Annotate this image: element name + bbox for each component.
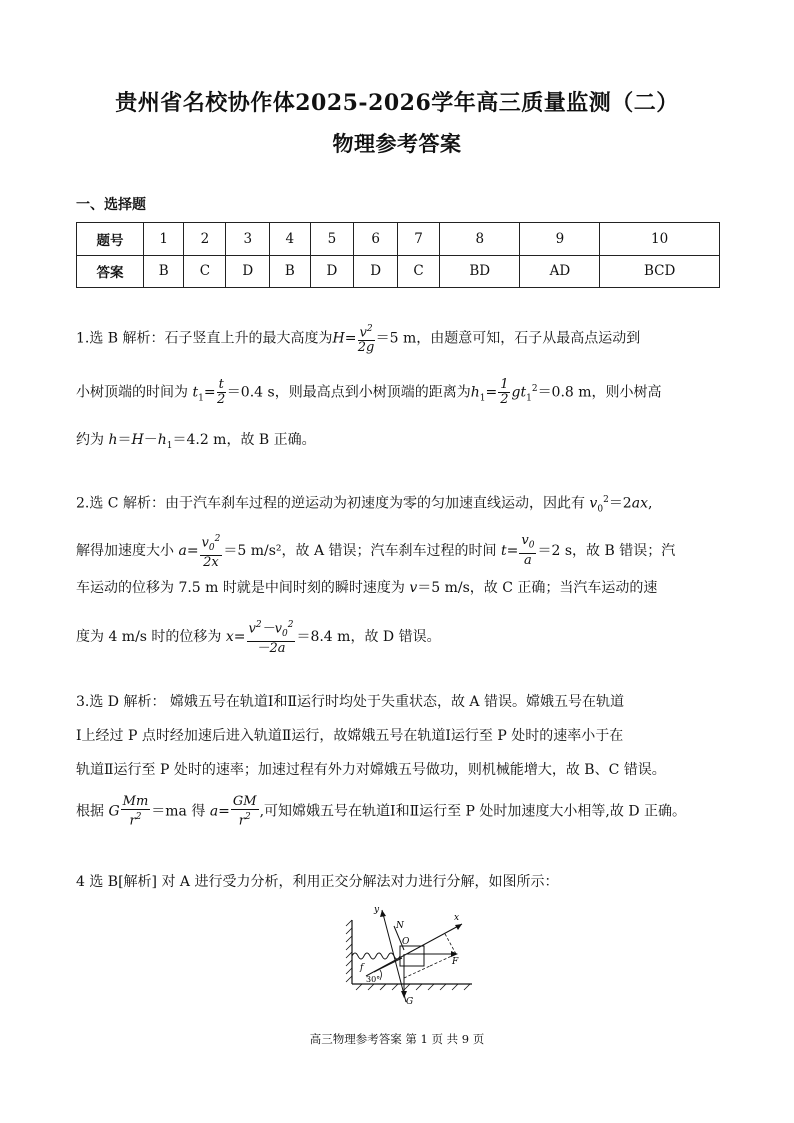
floor-hatching xyxy=(356,984,470,990)
q1-line-2: 小树顶端的时间为 $t_1=$ $\frac{t}{2}$ ＝0.4 s，则最高点到小树顶端的距离为$h_1=$ $\frac{1}{2}$ $gt_1^2=0.8$ m，则小树高 xyxy=(76,377,662,407)
q3-text: Ⅰ上经过 P 点时经加速后进入轨道Ⅱ运行，故嫦娥五号在轨道Ⅰ运行至 P 处时的速率小于在 xyxy=(76,728,624,744)
q3-text: ＝ma 得 xyxy=(151,803,206,820)
q1-text: ＝4.2 m，故 B 正确。 xyxy=(172,432,316,448)
q1-text: ＝0.8 m，则小树高 xyxy=(537,384,662,401)
q2-line-1: 2.选 C 解析：由于汽车刹车过程的逆运动为初速度为零的匀加速直线运动，因此有 $v_0^2=2ax$, xyxy=(76,495,653,515)
label-angle: 30° xyxy=(366,975,381,984)
table-row-label: 题号 xyxy=(77,223,144,256)
q3-line-1 xyxy=(76,692,721,712)
question-number: 4 xyxy=(270,223,310,256)
answer-cell: BD xyxy=(440,255,520,288)
q3-line-4: 根据 G $\frac{Mm}{r^2}$ ＝ma 得 a= $\frac{GM}{r^2}$ ,可知嫦娥五号在轨道Ⅰ和Ⅱ运行至 P 处时加速度大小相等,故 D 正确。 xyxy=(76,794,686,829)
formula: $\frac{v_0}{a}$ xyxy=(521,533,535,568)
q2-text: ＝5 m/s，故 C 正确；当汽车运动的速 xyxy=(417,580,658,596)
question-number: 9 xyxy=(520,223,600,256)
question-number: 1 xyxy=(144,223,184,256)
q3-line-2 xyxy=(76,726,721,746)
table-row-label: 答案 xyxy=(77,255,144,288)
question-number: 7 xyxy=(398,223,440,256)
answer-cell: BCD xyxy=(600,255,720,288)
q1-text: ＝5 m，由题意可知，石子从最高点运动到 xyxy=(375,330,641,347)
page-title: 贵州省名校协作体2025-2026学年高三质量监测（二） xyxy=(115,90,679,116)
q1-line-1: 1.选 B 解析：石子竖直上升的最大高度为H= $\frac{v^2}{2g}$ ＝5 m，由题意可知，石子从最高点运动到 xyxy=(76,324,641,356)
formula: $\frac{v^2-v_0^2}{-2a}$ xyxy=(248,620,294,656)
question-number: 10 xyxy=(600,223,720,256)
answer-cell: B xyxy=(144,255,184,288)
answer-cell: D xyxy=(226,255,270,288)
label-y: y xyxy=(374,905,380,915)
q1-text: 1.选 B 解析：石子竖直上升的最大高度为 xyxy=(76,330,333,347)
answer-cell: C xyxy=(398,255,440,288)
formula: $\frac{v_0^2}{2x}$ xyxy=(201,534,221,570)
projection-dashed xyxy=(404,966,430,978)
formula: $\frac{v^2}{2g}$ xyxy=(357,324,375,356)
q3-line-3 xyxy=(76,760,721,780)
q2-line-4: 度为 4 m/s 时的位移为 x= $\frac{v^2-v_0^2}{-2a}$ ＝8.4 m，故 D 错误。 xyxy=(76,620,441,656)
question-number: 3 xyxy=(226,223,270,256)
label-N: N xyxy=(396,921,404,931)
label-f: f xyxy=(360,963,364,973)
y-axis-arrow-icon xyxy=(380,910,386,917)
answer-cell: D xyxy=(354,255,398,288)
q2-line-2: 解得加速度大小 a= $\frac{v_0^2}{2x}$ ＝5 m/s²，故 A 错误；汽车刹车过程的时间 t= $\frac{v_0}{a}$ ＝2 s，故 B 错误；汽 xyxy=(76,533,676,570)
projection-dashed xyxy=(444,932,456,954)
q2-line-3: 车运动的位移为 7.5 m 时就是中间时刻的瞬时速度为 v＝5 m/s，故 C 正确；当汽车运动的速 xyxy=(76,580,658,596)
question-number: 8 xyxy=(440,223,520,256)
answer-cell: D xyxy=(310,255,354,288)
answer-cell: AD xyxy=(520,255,600,288)
formula: $\frac{t}{2}$ xyxy=(217,377,226,407)
answer-cell: C xyxy=(184,255,226,288)
formula: $\frac{Mm}{r^2}$ xyxy=(122,794,149,829)
q1-line-3: 约为 $h=H-h_1=4.2$ m，故 B 正确。 xyxy=(76,432,316,451)
page-footer: 高三物理参考答案 第 1 页 共 9 页 xyxy=(309,1032,485,1046)
q1-text: ＝0.4 s，则最高点到小树顶端的距离为 xyxy=(226,384,471,401)
q2-text: 车运动的位移为 7.5 m 时就是中间时刻的瞬时速度为 xyxy=(76,580,405,596)
answer-table xyxy=(76,222,720,288)
label-x: x xyxy=(454,913,460,923)
answer-cell: B xyxy=(270,255,310,288)
q2-text: 度为 4 m/s 时的位移为 xyxy=(76,628,222,645)
q2-text: 2.选 C 解析：由于汽车刹车过程的逆运动为初速度为零的匀加速直线运动，因此有 xyxy=(76,495,585,512)
label-O: O xyxy=(402,937,410,947)
question-number: 5 xyxy=(310,223,354,256)
q4-text: 4 选 B[解析] 对 A 进行受力分析，利用正交分解法对力进行分解，如图所示： xyxy=(76,874,559,890)
answer-table-header-row xyxy=(77,223,720,256)
formula: $\frac{1}{2}$ xyxy=(500,377,509,407)
wall-hatching xyxy=(346,920,352,982)
label-F: F xyxy=(452,957,459,967)
section-heading: 一、选择题 xyxy=(76,197,146,213)
q4-line-1 xyxy=(76,872,721,892)
q2-text: ＝8.4 m，故 D 错误。 xyxy=(296,628,441,645)
answer-table-answer-row xyxy=(77,255,720,288)
q3-text: ,可知嫦娥五号在轨道Ⅰ和Ⅱ运行至 P 处时加速度大小相等,故 D 正确。 xyxy=(259,803,686,820)
q1-text: 小树顶端的时间为 xyxy=(76,384,193,401)
q2-text: ＝2 s，故 B 错误；汽 xyxy=(537,542,676,559)
page-subtitle: 物理参考答案 xyxy=(332,131,462,156)
x-axis xyxy=(366,924,462,976)
question-number: 2 xyxy=(184,223,226,256)
q1-text: 约为 xyxy=(76,432,104,448)
angle-arc xyxy=(380,970,382,980)
q3-text: 轨道Ⅱ运行至 P 处时的速率；加速过程有外力对嫦娥五号做功，则机械能增大，故 B、C 错误。 xyxy=(76,762,666,778)
q3-text: 3.选 D 解析： 嫦娥五号在轨道Ⅰ和Ⅱ运行时均处于失重状态，故 A 错误。嫦娥五号在轨道 xyxy=(76,694,624,710)
spring xyxy=(352,953,400,959)
q3-text: 根据 xyxy=(76,803,104,820)
force-diagram xyxy=(344,898,479,1010)
q2-text: 解得加速度大小 xyxy=(76,542,174,559)
label-G: G xyxy=(406,997,414,1007)
formula: $\frac{GM}{r^2}$ xyxy=(232,794,257,829)
question-number: 6 xyxy=(354,223,398,256)
q2-text: ＝5 m/s²，故 A 错误；汽车刹车过程的时间 xyxy=(223,542,497,559)
